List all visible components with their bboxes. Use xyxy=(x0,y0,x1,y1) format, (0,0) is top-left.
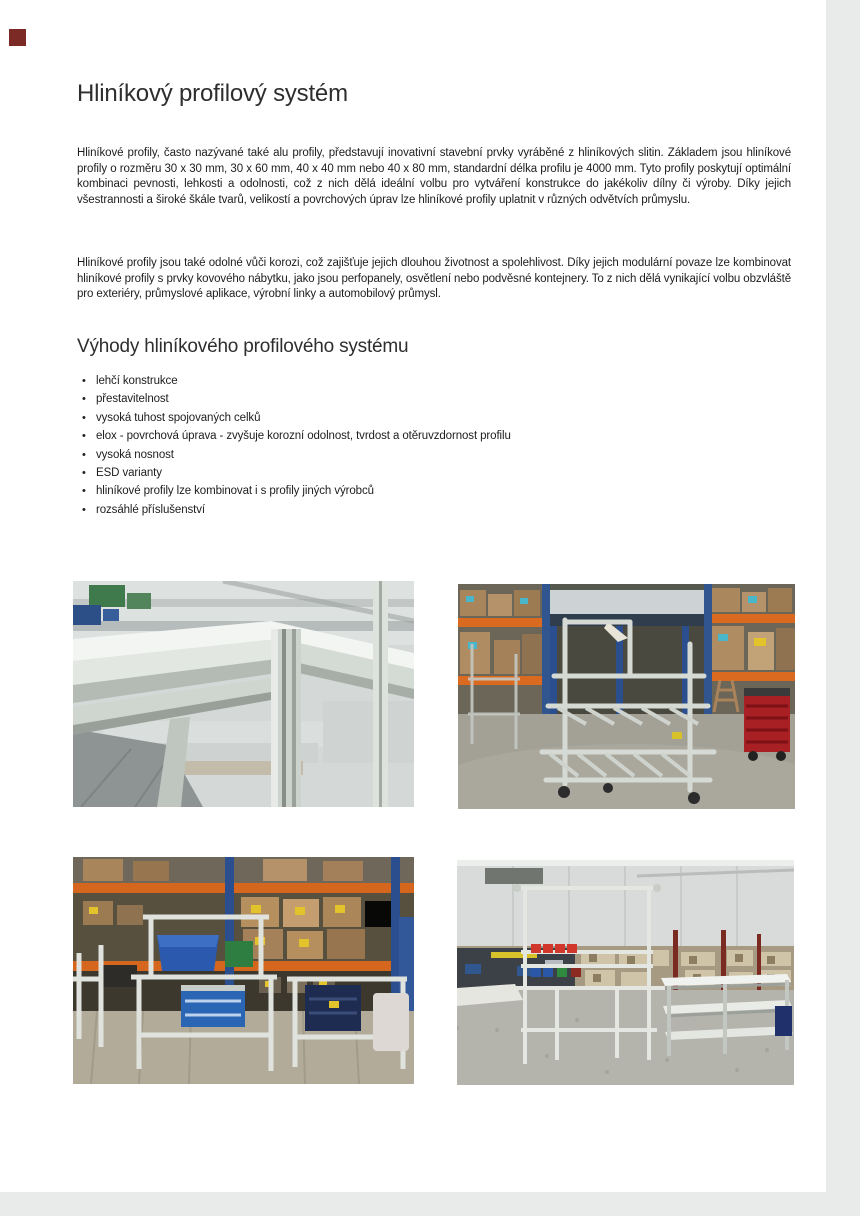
warehouse-trolley-illustration xyxy=(458,584,795,809)
photo-warehouse-trolley xyxy=(458,584,795,809)
benefit-item: • elox - povrchová úprava - zvyšuje korozní odolnost, tvrdost a otěruvzdornost profilu xyxy=(81,427,781,445)
benefit-item: • rozsáhlé příslušenství xyxy=(81,501,781,519)
benefit-item: • vysoká tuhost spojovaných celků xyxy=(81,409,781,427)
benefit-item: • lehčí konstrukce xyxy=(81,372,781,390)
benefit-item: • přestavitelnost xyxy=(81,390,781,408)
viewport-backdrop-bottom xyxy=(0,1192,860,1216)
workbenches-illustration xyxy=(73,857,414,1084)
benefits-list xyxy=(81,372,781,519)
viewport-backdrop-right xyxy=(826,0,860,1216)
benefits-heading: Výhody hliníkového profilového systému xyxy=(77,336,409,357)
assembly-benches-illustration xyxy=(457,860,794,1085)
profile-corner-illustration xyxy=(73,581,414,807)
benefit-item: • hliníkové profily lze kombinovat i s profily jiných výrobců xyxy=(81,482,781,500)
intro-paragraph-2: Hliníkové profily jsou také odolné vůči korozi, což zajišťuje jejich dlouhou životnost a spolehlivost. Díky jejich modulární povaze lze kombinovat hliníkové profily s prvky kovového nábytku, jako jsou perfopanely, osvětlení nebo podvěsné kontejnery. To z nich dělá vynikající volbu obzvláště pro exteriéry, průmyslové aplikace, výrobní linky a automobilový průmysl. xyxy=(77,257,791,301)
photo-profile-corner-detail xyxy=(73,581,414,807)
benefit-item: • vysoká nosnost xyxy=(81,446,781,464)
benefit-item: • ESD varianty xyxy=(81,464,781,482)
page-title: Hliníkový profilový systém xyxy=(77,80,348,107)
intro-paragraph-1: Hliníkové profily, často nazývané také alu profily, představují inovativní stavební prvky vyráběné z hliníkových slitin. Základem jsou hliníkové profily o rozměru 30 x 30 mm, 30 x 60 mm, 40 x 40 mm nebo 40 x 80 mm, standardní délka profilu je 4000 mm. Tyto profily poskytují optimální kombinaci pevnosti, lehkosti a odolnosti, což z nich dělá ideální volbu pro vytváření konstrukce do jakékoliv dílny či výroby. Díky jejich všestrannosti a široké škále tvarů, velikostí a povrchových úprav lze hliníkové profily uplatnit v různých odvětvích průmyslu. xyxy=(77,147,791,206)
corner-marker xyxy=(9,29,26,46)
photo-workbenches-drawers xyxy=(73,857,414,1084)
photo-assembly-benches xyxy=(457,860,794,1085)
